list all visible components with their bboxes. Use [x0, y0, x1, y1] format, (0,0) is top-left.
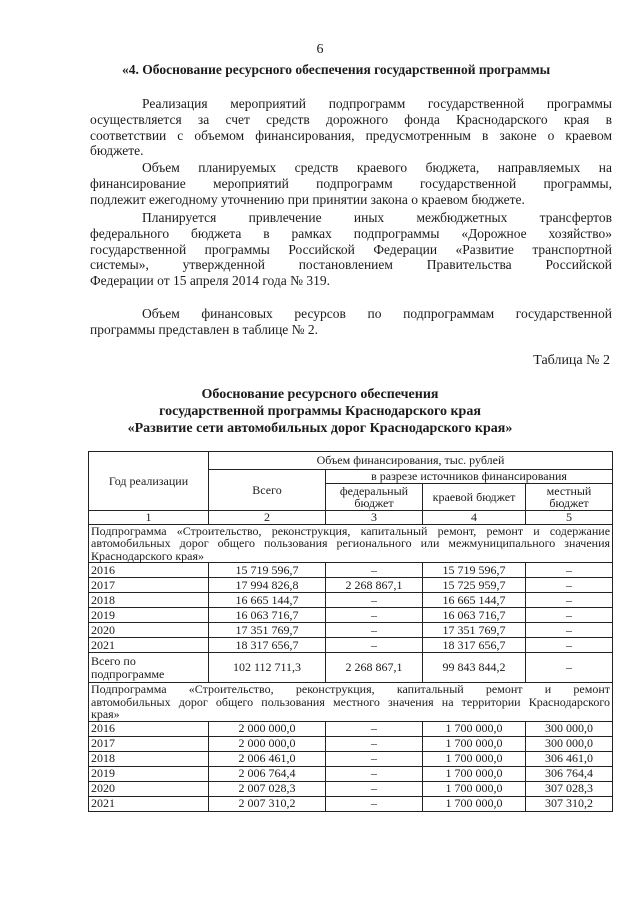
table-title-line: Обоснование ресурсного обеспечения: [201, 387, 439, 402]
cell-regional: 15 719 596,7: [423, 563, 526, 578]
cell-local: 300 000,0: [526, 721, 613, 736]
column-number: 5: [526, 511, 613, 525]
cell-local: –: [526, 608, 613, 623]
cell-total: 15 719 596,7: [209, 563, 326, 578]
paragraph-line: государственной программы Российской Федерации «Развитие транспортной: [90, 241, 612, 257]
table-row: [89, 781, 613, 796]
paragraph-line: Федерации от 15 апреля 2014 года № 319.: [90, 273, 331, 289]
cell-federal: –: [326, 736, 423, 751]
cell-total: 17 351 769,7: [209, 623, 326, 638]
cell-year: 2016: [89, 721, 209, 736]
cell-federal: –: [326, 563, 423, 578]
column-number: 3: [326, 511, 423, 525]
cell-local: –: [526, 623, 613, 638]
header-federal: федеральный бюджет: [326, 484, 423, 511]
cell-federal: –: [326, 593, 423, 608]
cell-local: 307 028,3: [526, 781, 613, 796]
subprogram-title-line: Подпрограмма «Строительство, реконструкция, капитальный ремонт и ремонт: [91, 682, 611, 696]
table-row: [89, 578, 613, 593]
paragraph-line: Планируется привлечение иных межбюджетных трансфертов: [142, 210, 612, 225]
cell-year: 2017: [89, 736, 209, 751]
table-title-line: государственной программы Краснодарского края: [159, 404, 481, 419]
cell-year: 2018: [89, 751, 209, 766]
header-total: Всего: [209, 470, 326, 511]
paragraph-line: финансирование мероприятий подпрограмм государственной программы,: [90, 175, 612, 191]
cell-regional: 1 700 000,0: [423, 766, 526, 781]
table-row: [89, 721, 613, 736]
paragraph-line: соответствии с объемом финансирования, предусмотренным в законе о краевом: [90, 127, 612, 143]
subprogram-title-row: [89, 524, 613, 563]
subprogram-title-line: Краснодарского края»: [91, 548, 205, 563]
cell-federal: –: [326, 781, 423, 796]
paragraph-line: осуществляется за счет средств дорожного фонда Краснодарского края в: [90, 111, 612, 127]
subprogram-1-rows: [89, 563, 613, 653]
summary-federal: 2 268 867,1: [326, 653, 423, 683]
cell-regional: 1 700 000,0: [423, 751, 526, 766]
financing-table: [88, 451, 613, 812]
paragraph-line: программы представлен в таблице № 2.: [90, 321, 319, 337]
table-row: [89, 608, 613, 623]
cell-federal: –: [326, 721, 423, 736]
paragraph-line: Объем планируемых средств краевого бюджета, направляемых на: [142, 160, 612, 175]
paragraph-line: федерального бюджета в рамках подпрограммы «Дорожное хозяйство»: [90, 225, 612, 241]
cell-regional: 1 700 000,0: [423, 721, 526, 736]
cell-local: –: [526, 578, 613, 593]
summary-row: [89, 653, 613, 683]
cell-year: 2021: [89, 638, 209, 653]
cell-total: 17 994 826,8: [209, 578, 326, 593]
column-number: 1: [89, 511, 209, 525]
header-by-source: в разрезе источников финансирования: [326, 470, 613, 484]
cell-regional: 17 351 769,7: [423, 623, 526, 638]
cell-total: 2 000 000,0: [209, 721, 326, 736]
summary-label-line: Всего по: [91, 654, 136, 668]
subprogram-title-line: Подпрограмма «Строительство, реконструкция, капитальный ремонт, ремонт и содержание: [91, 523, 611, 538]
table-row: [89, 796, 613, 811]
cell-regional: 18 317 656,7: [423, 638, 526, 653]
cell-local: –: [526, 638, 613, 653]
page-number: 6: [316, 42, 324, 57]
header-regional: краевой бюджет: [423, 484, 526, 511]
summary-label-line: подпрограмме: [91, 666, 165, 681]
paragraph-2: [90, 160, 612, 207]
cell-year: 2019: [89, 608, 209, 623]
paragraph-line: бюджете.: [90, 143, 144, 159]
cell-regional: 15 725 959,7: [423, 578, 526, 593]
cell-regional: 16 665 144,7: [423, 593, 526, 608]
cell-total: 16 665 144,7: [209, 593, 326, 608]
header-volume: Объем финансирования, тыс. рублей: [209, 452, 613, 470]
header-row: [89, 452, 613, 470]
cell-local: –: [526, 593, 613, 608]
cell-total: 2 006 764,4: [209, 766, 326, 781]
cell-total: 2 006 461,0: [209, 751, 326, 766]
paragraph-3: [90, 210, 612, 289]
summary-label: [89, 653, 209, 683]
subprogram-2-rows: [89, 721, 613, 811]
cell-federal: –: [326, 638, 423, 653]
cell-year: 2018: [89, 593, 209, 608]
cell-local: 306 764,4: [526, 766, 613, 781]
cell-regional: 16 063 716,7: [423, 608, 526, 623]
cell-federal: –: [326, 608, 423, 623]
subprogram-title-row: [89, 683, 613, 722]
cell-year: 2016: [89, 563, 209, 578]
cell-local: 306 461,0: [526, 751, 613, 766]
cell-year: 2020: [89, 623, 209, 638]
cell-federal: –: [326, 623, 423, 638]
column-number: 2: [209, 511, 326, 525]
paragraph-line: Реализация мероприятий подпрограмм государственной программы: [142, 96, 612, 111]
summary-total: 102 112 711,3: [209, 653, 326, 683]
cell-year: 2017: [89, 578, 209, 593]
subprogram-1-title: [89, 524, 613, 563]
subprogram-2-title: [89, 683, 613, 722]
cell-total: 2 007 310,2: [209, 796, 326, 811]
cell-local: 300 000,0: [526, 736, 613, 751]
paragraph-1: [90, 96, 612, 159]
column-number: 4: [423, 511, 526, 525]
header-year: Год реализации: [89, 452, 209, 511]
section-heading: «4. Обоснование ресурсного обеспечения государственной программы: [122, 62, 551, 77]
subprogram-title-line: автомобильных дорог общего пользования регионального или межмуниципального значения: [91, 536, 611, 550]
cell-total: 18 317 656,7: [209, 638, 326, 653]
paragraph-line: подлежит ежегодному уточнению при принятии закона о краевом бюджете.: [90, 191, 525, 207]
cell-federal: –: [326, 766, 423, 781]
table-row: [89, 638, 613, 653]
cell-year: 2020: [89, 781, 209, 796]
table-row: [89, 736, 613, 751]
paragraph-4: [90, 306, 612, 338]
table-title: [0, 386, 640, 437]
cell-local: 307 310,2: [526, 796, 613, 811]
subprogram-title-line: автомобильных дорог общего пользования местного значения на территории Краснодарского: [91, 694, 611, 709]
summary-local: –: [526, 653, 613, 683]
cell-local: –: [526, 563, 613, 578]
table-title-line: «Развитие сети автомобильных дорог Краснодарского края»: [127, 421, 513, 436]
column-numbers-row: [89, 511, 613, 525]
summary-regional: 99 843 844,2: [423, 653, 526, 683]
cell-total: 16 063 716,7: [209, 608, 326, 623]
cell-total: 2 000 000,0: [209, 736, 326, 751]
cell-year: 2019: [89, 766, 209, 781]
paragraph-line: системы», утвержденной постановлением Правительства Российской: [90, 257, 612, 273]
cell-year: 2021: [89, 796, 209, 811]
cell-total: 2 007 028,3: [209, 781, 326, 796]
table-row: [89, 563, 613, 578]
subprogram-title-line: края»: [91, 707, 120, 721]
cell-federal: –: [326, 796, 423, 811]
table-row: [89, 766, 613, 781]
cell-regional: 1 700 000,0: [423, 796, 526, 811]
table-row: [89, 751, 613, 766]
table-label: Таблица № 2: [533, 353, 610, 368]
cell-federal: 2 268 867,1: [326, 578, 423, 593]
table-row: [89, 593, 613, 608]
table-row: [89, 623, 613, 638]
cell-regional: 1 700 000,0: [423, 781, 526, 796]
header-local: местный бюджет: [526, 484, 613, 511]
cell-regional: 1 700 000,0: [423, 736, 526, 751]
cell-federal: –: [326, 751, 423, 766]
paragraph-line: Объем финансовых ресурсов по подпрограммам государственной: [142, 306, 612, 321]
